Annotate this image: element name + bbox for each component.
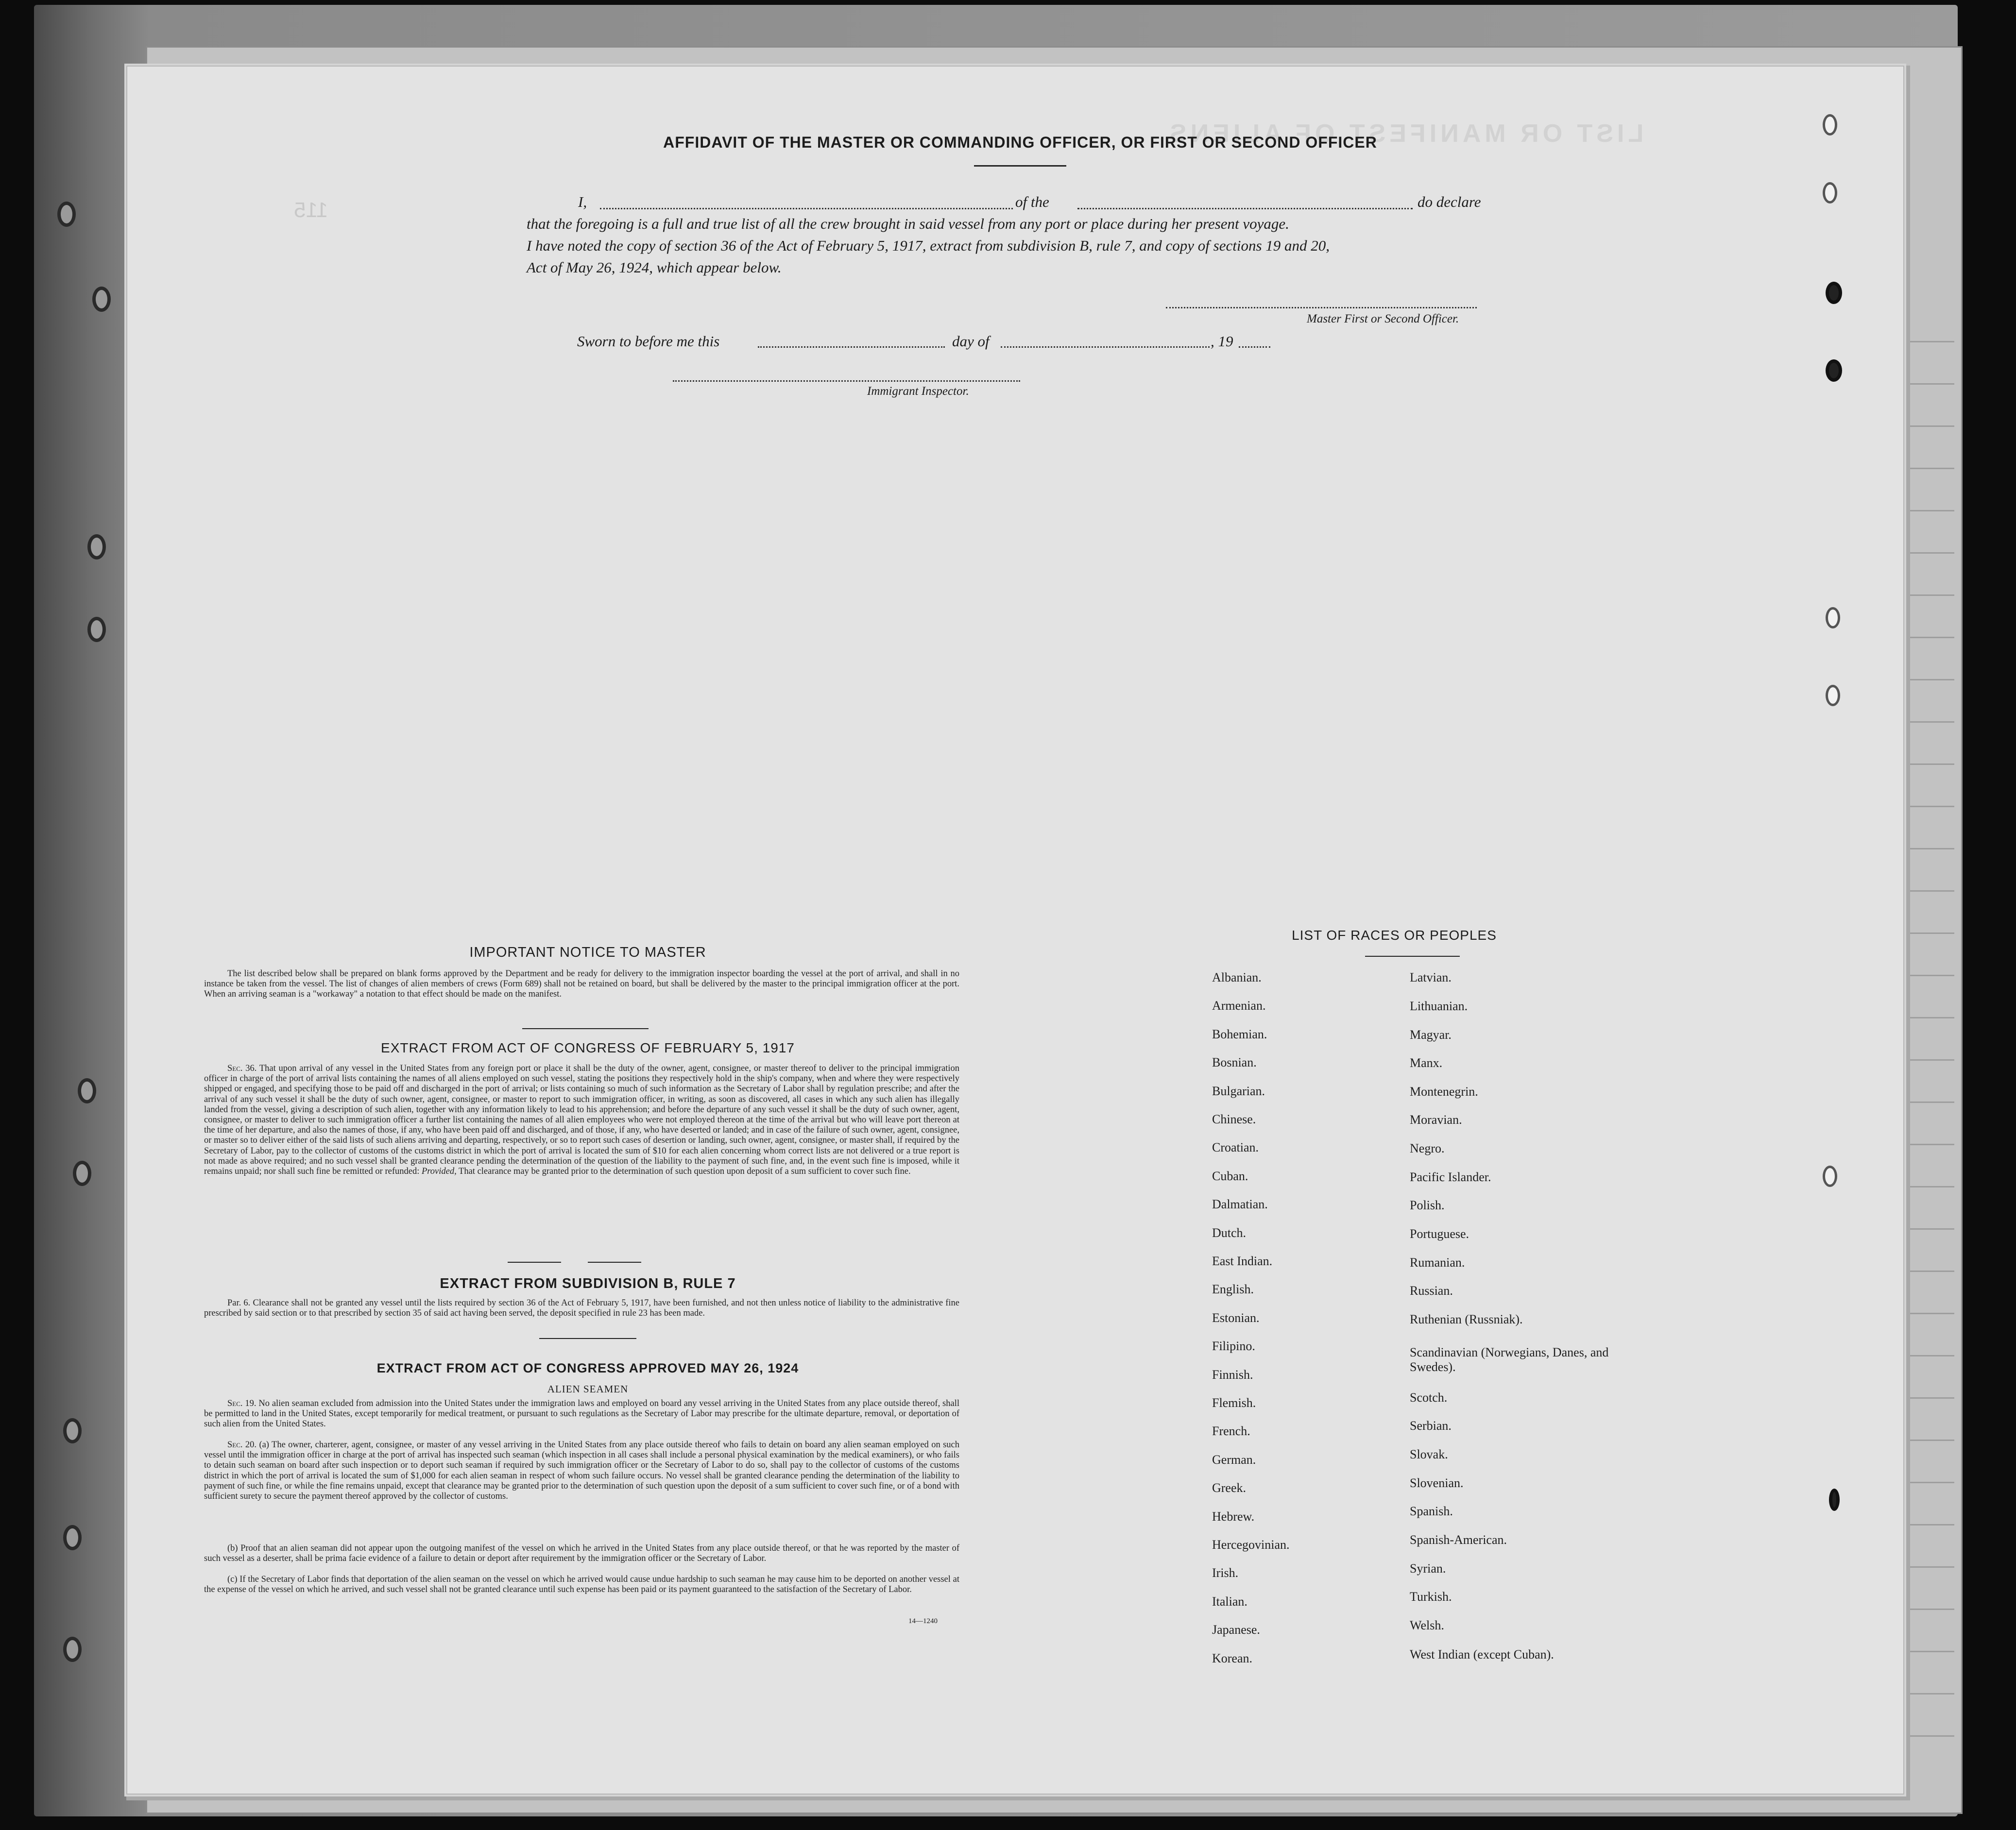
race-item: Spanish. <box>1410 1504 1453 1518</box>
race-item: Scotch. <box>1410 1390 1448 1405</box>
sec-20a-text <box>204 1440 959 1502</box>
race-item: Filipino. <box>1212 1339 1255 1354</box>
race-item: Italian. <box>1212 1594 1247 1609</box>
extract-rule7-text: Par. 6. Clearance shall not be granted any vessel until the lists required by section 36 of the Act of February 5, 1917, have been furnished, and not then unless notice of liability to the administrative fine prescribed by said section or to that prescribed by section 35 of said act having been served, the deposit specified in rule 23 has been made. <box>204 1298 959 1319</box>
punch-hole <box>57 202 76 227</box>
race-item: Magyar. <box>1410 1028 1452 1042</box>
race-item: Scandinavian (Norwegians, Danes, and Swedes). <box>1410 1345 1609 1374</box>
divider <box>508 1262 561 1263</box>
race-item: Pacific Islander. <box>1410 1170 1491 1184</box>
race-item: Chinese. <box>1212 1112 1256 1126</box>
punch-hole <box>63 1637 82 1662</box>
affidavit-line-3: Act of May 26, 1924, which appear below. <box>527 259 782 276</box>
proviso-text: That clearance may be granted prior to the determination of such question upon deposit of a sum sufficient to cover such fine. <box>459 1167 911 1177</box>
divider <box>522 1028 649 1029</box>
sec-19-body: No alien seaman excluded from admission into the United States under the immigration laws and employed on board any vessel arriving in the United States from any place outside thereof, shall be permitted to land in the United States, except temporarily for medical treatment, or pursuant to such regulations as the Secretary of Labor may prescribe for the ultimate departure, removal, or deportation of such alien from the United States. <box>204 1399 959 1429</box>
race-item: Montenegrin. <box>1410 1084 1478 1099</box>
race-item: Irish. <box>1212 1566 1239 1580</box>
race-item: Dutch. <box>1212 1225 1247 1240</box>
race-item: Croatian. <box>1212 1140 1259 1155</box>
punch-hole <box>63 1418 82 1443</box>
race-item: Estonian. <box>1212 1310 1260 1325</box>
race-item: Slovenian. <box>1410 1476 1464 1490</box>
sworn-month-blank[interactable] <box>1001 346 1210 348</box>
master-caption: Master First or Second Officer. <box>1307 312 1459 325</box>
race-item: Bohemian. <box>1212 1027 1267 1041</box>
sec-20b-text: (b) Proof that an alien seaman did not appear upon the outgoing manifest of the vessel on which he arrived in the United States from any place outside thereof, or that he was reported by the master of such vessel as a deserter, shall be prima facie evidence of a failure to detain or deport after requirement by the immigration officer or the Secretary of Labor. <box>204 1543 959 1564</box>
punch-hole <box>1826 282 1842 304</box>
race-item: Albanian. <box>1212 970 1262 984</box>
sec-20c-text: (c) If the Secretary of Labor finds that deportation of the alien seaman on the vessel on which he arrived would cause undue hardship to such seaman he may cause him to be deported on another vessel at the expense of the vessel on which he arrived, and such vessel shall not be granted clearance until such expense has been paid or its payment guaranteed to the satisfaction of the Secretary of Labor. <box>204 1575 959 1595</box>
divider <box>974 165 1066 167</box>
inspector-signature-line[interactable] <box>673 380 1020 382</box>
race-item: Turkish. <box>1410 1590 1452 1604</box>
punch-hole <box>1826 685 1840 706</box>
affidavit-do-declare: do declare <box>1418 193 1481 210</box>
race-item: Greek. <box>1212 1481 1247 1495</box>
races-title: LIST OF RACES OR PEOPLES <box>1292 928 1497 943</box>
divider <box>588 1262 641 1263</box>
sworn-label: Sworn to before me this <box>577 333 720 350</box>
punch-hole <box>87 534 106 559</box>
extract-rule7-title: EXTRACT FROM SUBDIVISION B, RULE 7 <box>440 1276 736 1291</box>
bleed-through-heading: LIST OR MANIFEST OF ALIENS <box>1166 119 1644 148</box>
sec-36-body: That upon arrival of any vessel in the United States from any foreign port or place it shall be the duty of the owner, agent, consignee, or master thereof to deliver to the principal immigration officer in charge of the port of arrival lists containing the names of all aliens employed on such vessel, stating the positions they respectively hold in the ship's company, when and where they were respectively shipped or engaged, and specifying those to be paid off and discharged in the port of arrival; or lists containing so much of such information as the Secretary of Labor shall by regulation prescribe; and after the arrival of any such vessel it shall be the duty of such owner, agent, consignee, or master to report to such immigration officer, in writing, as soon as discovered, all cases in which any such alien has illegally landed from the vessel, giving a description of such alien, together with any information likely to lead to his apprehension; and before the departure of any such vessel it shall be the duty of such owner, agent, consignee, or master to deliver to such immigration officer a further list containing the names of all alien employees who were not employed thereon at the time of the arrival but who will leave port thereon at the time of her departure, and also the names of those, if any, who have been paid off and discharged, and of those, if any, who have deserted or landed; and in case of the failure of such owner, agent, consignee, or master so to deliver either of the said lists of such aliens arriving and departing, respectively, or so to report such cases of desertion or landing, such owner, agent, consignee, or master shall, if required by the Secretary of Labor, pay to the collector of customs of the customs district in which the port of arrival is located the sum of $10 for each alien concerning whom correct lists are not delivered or a true report is not made as above required; and no such vessel shall be granted clearance pending the determination of the question of the liability to the payment of such fine, and, in the event such fine is imposed, while it remains unpaid; nor shall such fine be remitted or refunded: <box>204 1064 959 1177</box>
punch-hole <box>1829 1489 1840 1511</box>
punch-hole <box>1826 607 1840 628</box>
affidavit-line-1: that the foregoing is a full and true list of all the crew brought in said vessel from any port or place during her present voyage. <box>527 215 1289 232</box>
sec-19-text <box>204 1399 959 1430</box>
affidavit-title: AFFIDAVIT OF THE MASTER OR COMMANDING OFFICER, OR FIRST OR SECOND OFFICER <box>663 134 1377 151</box>
race-item: Cuban. <box>1212 1169 1248 1183</box>
race-item: Dalmatian. <box>1212 1197 1268 1212</box>
race-item: Russian. <box>1410 1284 1453 1298</box>
sworn-year-blank[interactable] <box>1239 346 1270 348</box>
manifest-sheet <box>126 66 1904 1795</box>
punch-hole <box>1826 359 1842 382</box>
race-item: Latvian. <box>1410 970 1452 984</box>
race-item: Korean. <box>1212 1651 1253 1665</box>
race-item: Japanese. <box>1212 1623 1260 1637</box>
extract-1917-text <box>204 1064 959 1177</box>
race-item: Negro. <box>1410 1141 1445 1155</box>
notice-text: The list described below shall be prepared on blank forms approved by the Department and be ready for delivery to the immigration inspector boarding the vessel at the port of arrival, and shall in no instance be taken from the vessel. The list of changes of alien members of crews (Form 689) shall not be retained on board, but shall be delivered by the master to the principal immigration officer at the port. When an arriving seaman is a "workaway" a notation to that effect should be made on the manifest. <box>204 969 959 1000</box>
race-item: Rumanian. <box>1410 1255 1465 1270</box>
punch-hole <box>78 1078 96 1103</box>
sec-20-label: Sec. 20. <box>227 1440 257 1450</box>
affidavit-of-the: of the <box>1015 193 1049 210</box>
day-of-label: day of <box>952 333 990 350</box>
race-item: French. <box>1212 1424 1250 1439</box>
race-item: West Indian (except Cuban). <box>1410 1647 1554 1661</box>
race-item: Polish. <box>1410 1198 1445 1212</box>
race-item: Armenian. <box>1212 999 1266 1013</box>
race-item: Spanish-American. <box>1410 1533 1507 1547</box>
affidavit-line-2: I have noted the copy of section 36 of the Act of February 5, 1917, extract from subdivision B, rule 7, and copy of sections 19 and 20, <box>527 237 1330 254</box>
race-item: Bulgarian. <box>1212 1084 1265 1098</box>
punch-hole <box>92 287 111 312</box>
race-item: Moravian. <box>1410 1113 1462 1127</box>
extract-1917-title: EXTRACT FROM ACT OF CONGRESS OF FEBRUARY 5, 1917 <box>381 1040 795 1055</box>
punch-hole <box>1823 114 1837 136</box>
affidavit-i: I, <box>578 193 587 210</box>
punch-hole <box>63 1525 82 1550</box>
name-blank[interactable] <box>600 208 1013 209</box>
race-item: Bosnian. <box>1212 1055 1257 1070</box>
race-item: Manx. <box>1410 1056 1443 1070</box>
race-item: Slovak. <box>1410 1447 1448 1461</box>
inspector-caption: Immigrant Inspector. <box>867 385 969 398</box>
sec-36-label: Sec. 36. <box>227 1064 257 1073</box>
divider <box>539 1338 636 1339</box>
punch-hole <box>87 617 106 642</box>
race-item: Welsh. <box>1410 1618 1444 1632</box>
year-prefix: , 19 <box>1211 333 1233 350</box>
race-item: Lithuanian. <box>1410 999 1468 1013</box>
race-item: Ruthenian (Russniak). <box>1410 1312 1523 1326</box>
race-item: Finnish. <box>1212 1367 1253 1382</box>
master-signature-line[interactable] <box>1166 307 1477 308</box>
race-item: Hercegovinian. <box>1212 1538 1290 1552</box>
divider <box>1365 956 1460 957</box>
race-item: East Indian. <box>1212 1254 1273 1268</box>
race-item: Portuguese. <box>1410 1227 1469 1241</box>
vessel-blank[interactable] <box>1077 208 1413 209</box>
punch-hole <box>1823 182 1837 203</box>
alien-seamen-subtitle: ALIEN SEAMEN <box>547 1383 629 1395</box>
punch-hole <box>1823 1166 1837 1187</box>
race-item: Serbian. <box>1410 1419 1452 1433</box>
punch-hole <box>73 1161 91 1186</box>
race-item: Syrian. <box>1410 1561 1446 1576</box>
proviso-label: Provided, <box>421 1167 457 1177</box>
sec-20a-body: (a) The owner, charterer, agent, consignee, or master of any vessel arriving in the United States from any place outside thereof who fails to detain on board any alien seaman employed on such vessel until the immigration officer in charge at the port of arrival has inspected such seaman (which inspection in all cases shall include a personal physical examination by the medical examiners), or who fails to detain such seaman on board after such inspection or to deport such seaman if required by such immigration officer or the Secretary of Labor to do so, shall pay to the collector of customs of the customs district in which the port of arrival is located the sum of $1,000 for each alien seaman in respect of whom such failure occurs. No vessel shall be granted clearance pending the determination of the liability to payment of such fine, or while the fine remains unpaid, except that clearance may be granted prior to the determination of such question upon the deposit of a sum sufficient to cover such fine, or of a bond with sufficient surety to secure the payment thereof approved by the collector of customs. <box>204 1440 959 1502</box>
sec-19-label: Sec. 19. <box>227 1399 256 1408</box>
extract-1924-title: EXTRACT FROM ACT OF CONGRESS APPROVED MAY 26, 1924 <box>376 1361 799 1375</box>
race-item: German. <box>1212 1452 1256 1467</box>
race-item: Hebrew. <box>1212 1509 1255 1524</box>
notice-title: IMPORTANT NOTICE TO MASTER <box>469 945 706 960</box>
race-item: Flemish. <box>1212 1396 1256 1410</box>
sworn-day-blank[interactable] <box>758 346 945 348</box>
bleed-through-page-number: 115 <box>294 198 328 222</box>
race-item: English. <box>1212 1282 1254 1297</box>
form-number: 14—1240 <box>908 1617 938 1625</box>
